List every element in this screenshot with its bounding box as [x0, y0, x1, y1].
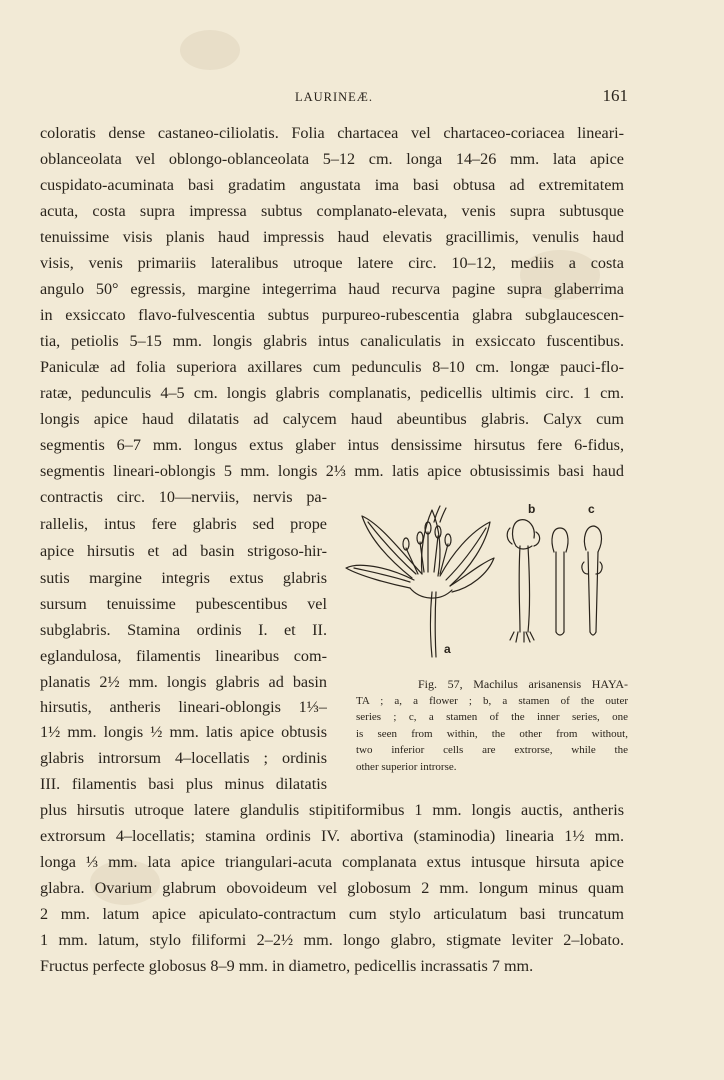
stamen-inner-1 [552, 528, 568, 552]
text-line: ratæ, pedunculis 4–5 cm. longis glabris complanatis, pedicellis ultimis circ. 1 cm. [40, 384, 624, 402]
text-line: contractis circ. 10—nerviis, nervis pa- [40, 488, 327, 506]
text-line: cuspidato-acuminata basi gradatim angustata ima basi obtusa ad extremitatem [40, 176, 624, 194]
caption-line: other superior introrse. [356, 760, 457, 773]
text-line: III. filamentis basi plus minus dilatatis [40, 775, 327, 793]
text-line: subglabris. Stamina ordinis I. et II. [40, 621, 327, 639]
caption-line: is seen from within, the other from without, [356, 727, 628, 740]
text-line: 2 mm. latum apice apiculato-contractum cum stylo articulatum basi truncatum [40, 905, 624, 923]
text-line: segmentis lineari-oblongis 5 mm. longis 2⅓ mm. latis apice obtusissimis basi haud [40, 462, 624, 480]
page-number: 161 [602, 86, 628, 105]
text-line: plus hirsutis utroque latere glandulis stipitiformibus 1 mm. longis auctis, antheris [40, 801, 624, 819]
text-line: rallelis, intus fere glabris sed prope [40, 515, 327, 533]
text-line: tia, petiolis 5–15 mm. longis glabris intus canaliculatis in exsiccato fuscentibus. [40, 332, 624, 350]
text-line: Fructus perfecte globosus 8–9 mm. in diametro, pedicellis incrassatis 7 mm. [40, 957, 534, 975]
caption-line: series ; c, a stamen of the inner series, one [356, 711, 628, 724]
text-line: coloratis dense castaneo-ciliolatis. Folia chartacea vel chartaceo-coriacea lineari- [40, 124, 624, 142]
stamen-outer [513, 520, 535, 546]
text-line: angulo 50° egressis, margine integerrima haud recurva pagine supra glaberrima [40, 280, 624, 298]
figure-label-b: b [528, 502, 536, 516]
text-line: in exsiccato flavo-fulvescentia subtus purpureo-rubescentia glabra subglaucescen- [40, 306, 624, 324]
text-line: hirsutis, antheris lineari-oblongis 1⅓– [40, 698, 327, 716]
stamen-inner-2 [584, 526, 601, 552]
figure-caption [356, 676, 628, 776]
figure-label-c: c [588, 502, 595, 516]
text-line: 1½ mm. longis ½ mm. latis apice obtusis [40, 723, 327, 741]
text-line: sursum tenuissime pubescentibus vel [40, 595, 327, 613]
text-line: longa ⅓ mm. lata apice triangulari-acuta complanata extus intusque hirsuta apice [40, 853, 624, 871]
text-line: tenuissime visis planis haud impressis haud elevatis gracillimis, venulis haud [40, 228, 624, 246]
text-line: oblanceolata vel oblongo-oblanceolata 5–12 cm. longa 14–26 mm. lata apice [40, 150, 624, 168]
text-line: extrorsum 4–locellatis; stamina ordinis IV. abortiva (staminodia) linearia 1½ mm. [40, 827, 624, 845]
running-head: LAURINEÆ. [294, 90, 374, 104]
text-line: glabris introrsum 4–locellatis ; ordinis [40, 749, 327, 767]
caption-line: Fig. 57, Machilus arisanensis HAYA- [418, 677, 628, 691]
text-line: 1 mm. latum, stylo filiformi 2–2½ mm. longo glabro, stigmate leviter 2–lobato. [40, 931, 624, 949]
figure-label-a: a [444, 642, 451, 656]
text-line: sutis margine integris extus glabris [40, 569, 327, 587]
text-line: segmentis 6–7 mm. longus extus glaber intus densissime hirsutus fere 6-fidus, [40, 436, 624, 454]
text-line: glabra. Ovarium glabrum obovoideum vel globosum 2 mm. longum minus quam [40, 879, 624, 897]
text-line: Paniculæ ad folia superiora axillares cum pedunculis 8–10 cm. longæ pauci-flo- [40, 358, 624, 376]
text-line: planatis 2½ mm. longis glabris ad basin [40, 673, 327, 691]
text-line: apice hirsutis et ad basin strigoso-hir- [40, 542, 327, 560]
caption-line: two inferior cells are extrorse, while the [356, 744, 628, 757]
flower-illustration [340, 492, 624, 670]
caption-line: TA ; a, a flower ; b, a stamen of the outer [356, 694, 628, 707]
text-line: longis apice haud dilatatis ad calycem haud abeuntibus glabris. Calyx cum [40, 410, 624, 428]
text-line: eglandulosa, filamentis linearibus com- [40, 647, 327, 665]
page-header [40, 86, 628, 112]
text-line: visis, venis primariis lateralibus utroque latere circ. 10–12, mediis a costa [40, 254, 624, 272]
pedicel-stem [431, 592, 433, 657]
text-line: acuta, costa supra impressa subtus complanato-elevata, venis supra subtusque [40, 202, 624, 220]
botanical-figure [340, 492, 624, 670]
